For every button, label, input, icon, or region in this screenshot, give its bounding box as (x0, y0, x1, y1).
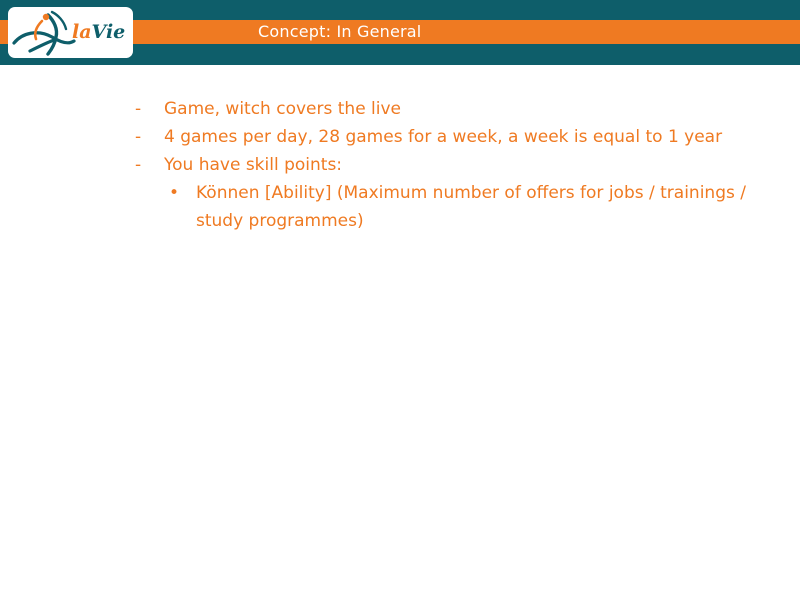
list-item-text: You have skill points: (164, 155, 343, 175)
slide-body (135, 95, 755, 235)
sub-list-item (135, 179, 755, 235)
logo-wordmark-part-b: Vie (91, 21, 126, 43)
list-item (135, 95, 755, 123)
list-item (135, 123, 755, 151)
dash-marker: - (135, 99, 142, 119)
logo-wordmark-part-a: la (72, 21, 92, 43)
list-item-text: Game, witch covers the live (164, 99, 402, 119)
dash-marker: - (135, 127, 142, 147)
list-item (135, 151, 755, 179)
logo (8, 7, 133, 58)
logo-wordmark (72, 21, 125, 43)
sub-list-item-text: Können [Ability] (Maximum number of offers for jobs / trainings / study programmes) (196, 183, 746, 231)
bullet-dot-marker: • (169, 183, 180, 203)
list-item-text: 4 games per day, 28 games for a week, a week is equal to 1 year (164, 127, 723, 147)
slide-title: Concept: In General (258, 22, 422, 41)
dash-marker: - (135, 155, 142, 175)
